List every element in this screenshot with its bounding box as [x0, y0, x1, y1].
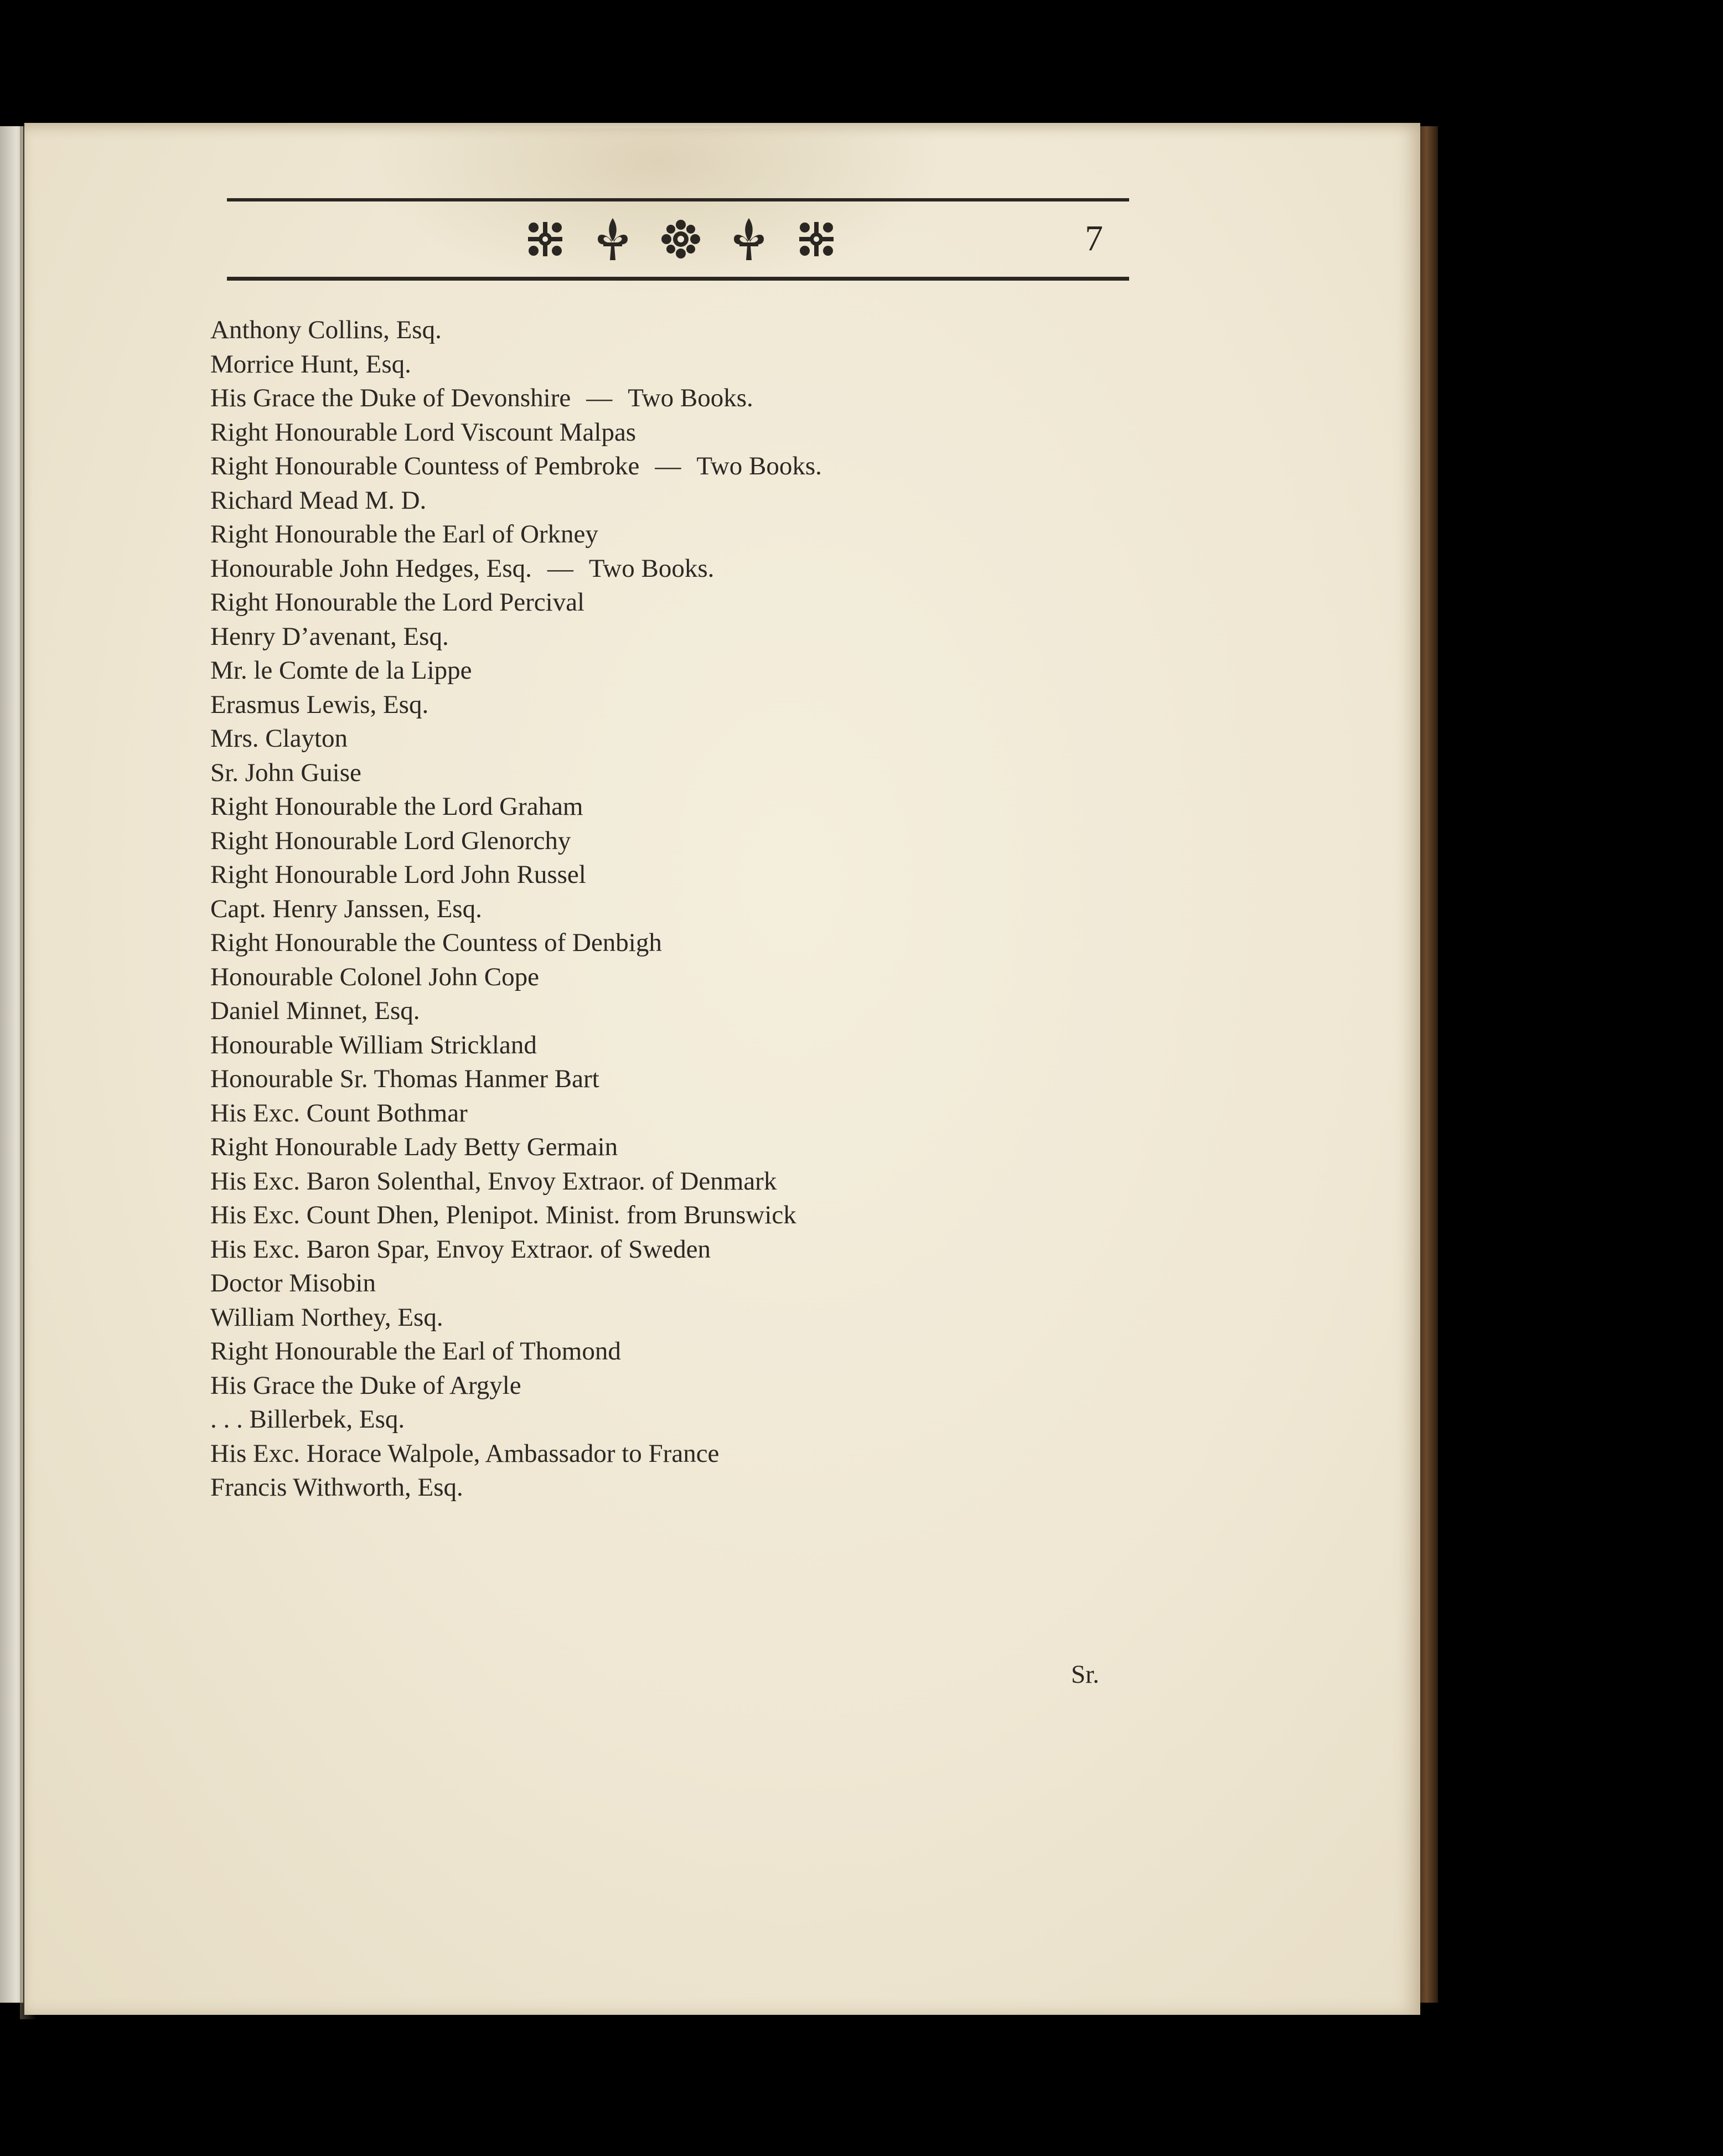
subscriber-name: Doctor Misobin: [210, 1269, 376, 1297]
knot-ornament-icon: [797, 220, 836, 258]
header-rule-top: [227, 198, 1129, 201]
subscriber-name: Honourable William Strickland: [210, 1030, 537, 1059]
subscriber-entry: [210, 756, 1262, 790]
subscriber-entry: [210, 824, 1262, 859]
subscriber-name: Right Honourable the Earl of Orkney: [210, 520, 598, 549]
subscriber-entry: [210, 1266, 1262, 1301]
subscriber-name: His Exc. Count Bothmar: [210, 1098, 468, 1128]
subscriber-name: Capt. Henry Janssen, Esq.: [210, 894, 482, 923]
subscriber-entry: [210, 416, 1262, 450]
subscriber-name: Daniel Minnet, Esq.: [210, 996, 420, 1025]
subscriber-name: His Grace the Duke of Argyle: [210, 1371, 521, 1400]
subscriber-name: Honourable Sr. Thomas Hanmer Bart: [210, 1064, 599, 1093]
em-dash: —: [586, 384, 613, 412]
catchword: Sr.: [1071, 1660, 1099, 1689]
subscriber-name: His Exc. Horace Walpole, Ambassador to France: [210, 1439, 720, 1468]
subscriber-entry: [210, 552, 1262, 586]
subscriber-name: Right Honourable Lord John Russel: [210, 860, 586, 889]
em-dash: —: [655, 452, 681, 480]
fleur-de-lis-icon: [732, 217, 766, 261]
subscriber-entry: [210, 381, 1262, 416]
subscriber-entry: [210, 994, 1262, 1028]
subscriber-name: Right Honourable Lord Viscount Malpas: [210, 417, 637, 447]
subscriber-entry: [210, 518, 1262, 552]
page-number: 7: [1085, 218, 1103, 258]
subscriber-entry: [210, 722, 1262, 756]
subscriber-entry: [210, 620, 1262, 654]
subscriber-entry: [210, 348, 1262, 382]
subscriber-name: Right Honourable the Lord Graham: [210, 792, 583, 821]
subscriber-entry: [210, 1403, 1262, 1437]
subscriber-name: His Exc. Baron Solenthal, Envoy Extraor. of Denmark: [210, 1166, 777, 1196]
copies-note: Two Books.: [588, 554, 715, 583]
em-dash: —: [547, 554, 573, 583]
subscriber-name: Morrice Hunt, Esq.: [210, 349, 411, 379]
subscriber-name: Henry D’avenant, Esq.: [210, 622, 449, 651]
knot-ornament-icon: [526, 220, 565, 258]
subscriber-entry: [210, 1062, 1262, 1097]
subscriber-entry: [210, 688, 1262, 722]
subscriber-name: Richard Mead M. D.: [210, 485, 427, 515]
subscriber-entry: [210, 1301, 1262, 1335]
subscriber-entry: [210, 790, 1262, 824]
subscriber-entry: [210, 1369, 1262, 1403]
subscriber-name: . . . Billerbek, Esq.: [210, 1405, 405, 1434]
subscriber-name: Honourable Colonel John Cope: [210, 962, 539, 991]
subscriber-name: Anthony Collins, Esq.: [210, 316, 442, 344]
subscriber-entry: [210, 960, 1262, 995]
subscriber-entry: [210, 858, 1262, 892]
subscriber-entry: [210, 1471, 1262, 1505]
subscriber-name: Erasmus Lewis, Esq.: [210, 690, 429, 719]
subscriber-entry: [210, 484, 1262, 518]
subscriber-entry: [210, 1335, 1262, 1369]
subscriber-name: Right Honourable Lady Betty Germain: [210, 1133, 618, 1161]
subscriber-name: Right Honourable the Countess of Denbigh: [210, 928, 662, 957]
rosette-ornament-icon: [661, 219, 701, 259]
subscriber-entry: [210, 1130, 1262, 1165]
header-ornament: [526, 206, 836, 272]
copies-note: Two Books.: [696, 452, 822, 480]
subscriber-entry: [210, 1233, 1262, 1267]
subscriber-entry: [210, 313, 1262, 348]
subscriber-name: William Northey, Esq.: [210, 1302, 443, 1332]
subscriber-name: Francis Withworth, Esq.: [210, 1473, 463, 1502]
fleur-de-lis-icon: [596, 217, 630, 261]
subscriber-list: [210, 313, 1262, 1505]
subscriber-entry: [210, 586, 1262, 620]
subscriber-entry: [210, 926, 1262, 960]
subscriber-name: Mr. le Comte de la Lippe: [210, 656, 472, 685]
subscriber-name: His Exc. Baron Spar, Envoy Extraor. of Sweden: [210, 1234, 711, 1264]
subscriber-name: His Exc. Count Dhen, Plenipot. Minist. from Brunswick: [210, 1201, 796, 1229]
subscriber-name: His Grace the Duke of Devonshire: [210, 384, 571, 412]
subscriber-name: Honourable John Hedges, Esq.: [210, 554, 532, 583]
copies-note: Two Books.: [628, 384, 753, 412]
subscriber-name: Sr. John Guise: [210, 758, 361, 787]
subscriber-name: Right Honourable the Earl of Thomond: [210, 1337, 621, 1366]
subscriber-name: Right Honourable Lord Glenorchy: [210, 826, 571, 855]
subscriber-entry: [210, 1028, 1262, 1063]
subscriber-entry: [210, 449, 1262, 484]
subscriber-entry: [210, 1437, 1262, 1471]
subscriber-name: Right Honourable Countess of Pembroke: [210, 452, 640, 480]
subscriber-entry: [210, 1097, 1262, 1131]
subscriber-entry: [210, 654, 1262, 688]
subscriber-entry: [210, 1198, 1262, 1233]
subscriber-name: Mrs. Clayton: [210, 724, 348, 753]
subscriber-entry: [210, 1165, 1262, 1199]
header-rule-bottom: [227, 277, 1129, 281]
subscriber-entry: [210, 892, 1262, 927]
subscriber-name: Right Honourable the Lord Percival: [210, 588, 585, 617]
